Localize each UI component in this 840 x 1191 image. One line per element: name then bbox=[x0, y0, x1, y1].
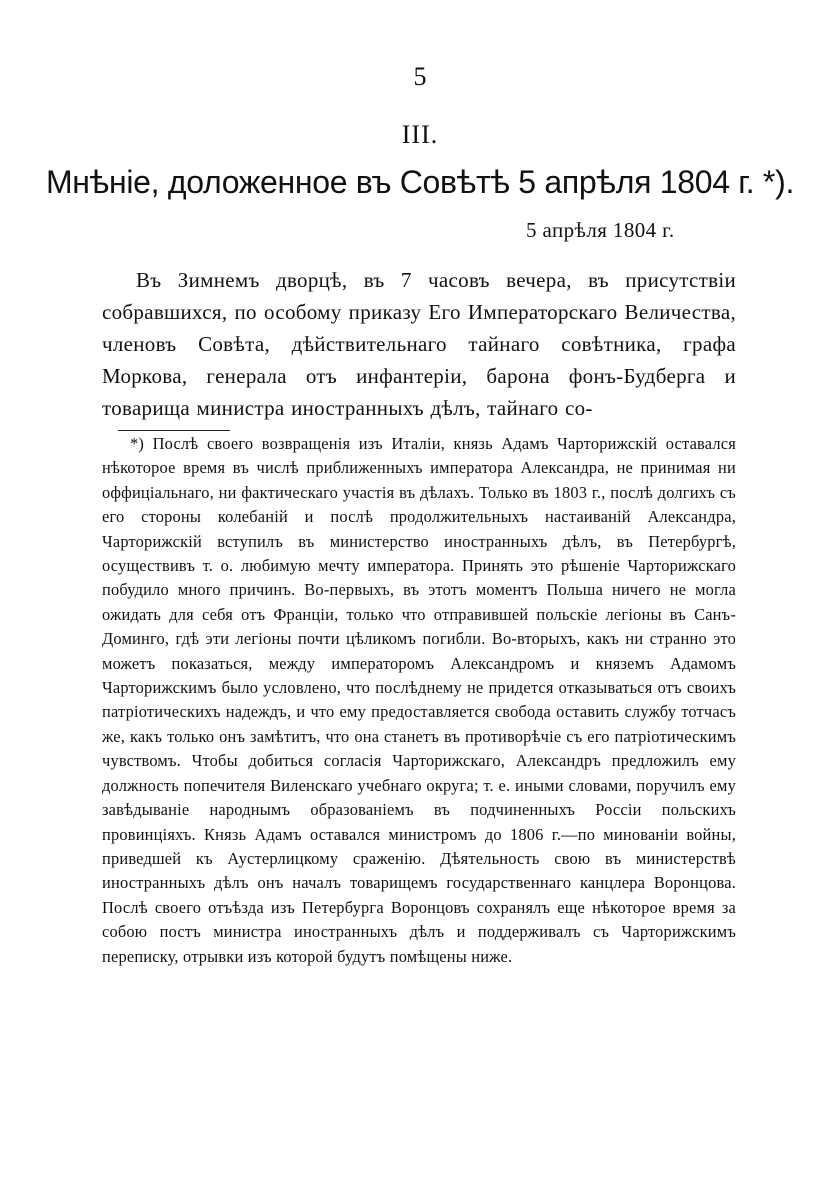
footnote-divider bbox=[118, 430, 230, 431]
document-title: Мнѣніе, доложенное въ Совѣтѣ 5 апрѣля 1804 г. *). bbox=[45, 164, 795, 200]
page-number: 5 bbox=[413, 62, 427, 91]
section-number: III. bbox=[401, 120, 439, 149]
footnote: *) Послѣ своего возвращенія изъ Италіи, князь Адамъ Чарторижскій оставался нѣкоторое время въ числѣ приближенныхъ императора Александра, не принимая ни оффиціальнаго, ни фактическаго участія въ дѣлахъ. Только въ 1803 г., послѣ долгихъ съ его стороны колебаній и послѣ продолжительныхъ настаиваній Александра, Чарторижскій вступилъ въ министерство иностранныхъ дѣлъ, въ Петербургѣ, осуществивъ т. о. любимую мечту императора. Принять это рѣшеніе Чарторижскаго побудило много причинъ. Во-первыхъ, въ этотъ моментъ Польша ничего не могла ожидать для себя отъ Франціи, только что отправившей польскіе легіоны въ Санъ-Доминго, гдѣ эти легіоны почти цѣликомъ погибли. Во-вторыхъ, какъ ни странно это можетъ показаться, между императоромъ Александромъ и княземъ Адамомъ Чарторижскимъ было условлено, что послѣднему не придется отказываться отъ своихъ патріотическихъ надеждъ, и что ему предоставляется свобода оставить службу тотчасъ же, какъ только онъ замѣтитъ, что она станетъ въ противорѣчіе съ его патріотическимъ чувствомъ. Чтобы добиться согласія Чарторижскаго, Александръ предложилъ ему должность попечителя Виленскаго учебнаго округа; т. е. иными словами, поручилъ ему завѣдываніе народнымъ образованіемъ въ подчиненныхъ Россіи польскихъ провинціяхъ. Князь Адамъ оставался министромъ до 1806 г.—по минованіи войны, приведшей къ Аустерлицкому сраженію. Дѣятельность свою въ министерствѣ иностранныхъ дѣлъ онъ началъ товарищемъ государственнаго канцлера Воронцова. Послѣ своего отъѣзда изъ Петербурга Воронцовъ сохранялъ еще нѣкоторое время за собою постъ министра иностранныхъ дѣлъ и поддерживалъ съ Чарторижскимъ переписку, отрывки изъ которой будутъ помѣщены ниже. bbox=[102, 434, 736, 966]
date-line: 5 апрѣля 1804 г. bbox=[526, 218, 675, 242]
main-paragraph: Въ Зимнемъ дворцѣ, въ 7 часовъ вечера, въ присутствіи собравшихся, по особому приказу Его Императорскаго Величества, членовъ Совѣта, дѣйствительнаго тайнаго совѣтника, графа Моркова, генерала отъ инфантеріи, барона фонъ-Будберга и товарища министра иностранныхъ дѣлъ, тайнаго со- bbox=[102, 268, 736, 420]
